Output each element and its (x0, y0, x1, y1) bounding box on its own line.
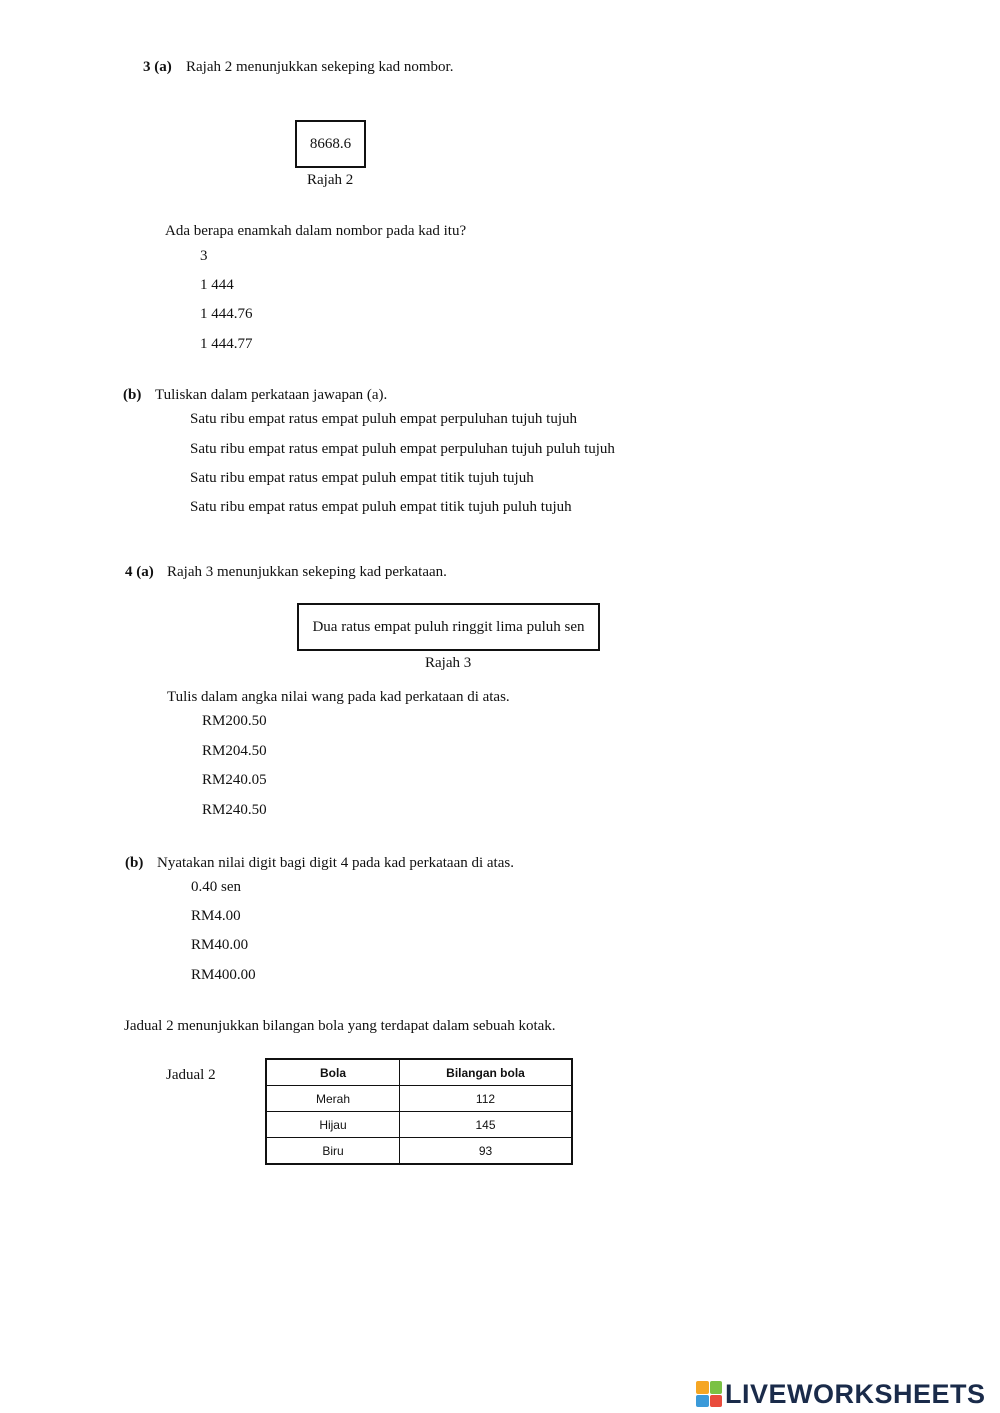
table-cell-color: Hijau (266, 1112, 400, 1138)
q4-option-4[interactable]: RM240.50 (202, 802, 267, 818)
q3-b-text: Tuliskan dalam perkataan jawapan (a). (155, 387, 388, 403)
q4-b-option-4[interactable]: RM400.00 (191, 967, 256, 983)
table-caption: Jadual 2 (166, 1067, 216, 1083)
q3-a-text: Rajah 2 menunjukkan sekeping kad nombor. (186, 59, 454, 75)
word-card (297, 603, 600, 651)
q4-a-text: Rajah 3 menunjukkan sekeping kad perkataan. (167, 564, 447, 580)
table-cell-color: Biru (266, 1138, 400, 1165)
header-bola: Bola (266, 1059, 400, 1086)
liveworksheets-logo-icon (696, 1381, 722, 1407)
table-cell-color: Merah (266, 1086, 400, 1112)
q3-a-number: 3 (a) (143, 59, 172, 75)
table-row (266, 1138, 572, 1165)
number-card-value: 8668.6 (309, 136, 352, 152)
q3-b-option-1[interactable]: Satu ribu empat ratus empat puluh empat perpuluhan tujuh tujuh (190, 411, 578, 427)
q4-option-2[interactable]: RM204.50 (202, 743, 267, 759)
q4-option-1[interactable]: RM200.50 (202, 713, 267, 729)
q3-option-1[interactable]: 3 (200, 248, 208, 264)
header-bilangan-bola: Bilangan bola (400, 1059, 573, 1086)
liveworksheets-logo (696, 1379, 986, 1409)
q4-b-option-2[interactable]: RM4.00 (191, 908, 241, 924)
table-intro: Jadual 2 menunjukkan bilangan bola yang terdapat dalam sebuah kotak. (124, 1018, 556, 1034)
q3-b-option-4[interactable]: Satu ribu empat ratus empat puluh empat titik tujuh puluh tujuh (190, 499, 572, 515)
rajah-3-caption: Rajah 3 (425, 655, 472, 671)
number-card (295, 120, 366, 168)
q4-option-3[interactable]: RM240.05 (202, 772, 267, 788)
table-cell-count: 145 (400, 1112, 573, 1138)
q3-option-4[interactable]: 1 444.77 (200, 336, 253, 352)
table-cell-count: 93 (400, 1138, 573, 1165)
q3-b-option-2[interactable]: Satu ribu empat ratus empat puluh empat perpuluhan tujuh puluh tujuh (190, 441, 615, 457)
q4-a-number: 4 (a) (125, 564, 154, 580)
table-row (266, 1112, 572, 1138)
q3-b-number: (b) (123, 387, 142, 403)
q4-b-number: (b) (125, 855, 144, 871)
ball-count-table (265, 1058, 573, 1165)
table-header-row (266, 1059, 572, 1086)
table-row (266, 1086, 572, 1112)
q3-question: Ada berapa enamkah dalam nombor pada kad itu? (165, 223, 467, 239)
table-cell-count: 112 (400, 1086, 573, 1112)
q3-b-option-3[interactable]: Satu ribu empat ratus empat puluh empat titik tujuh tujuh (190, 470, 534, 486)
q4-b-option-3[interactable]: RM40.00 (191, 937, 249, 953)
q4-b-option-1[interactable]: 0.40 sen (191, 879, 241, 895)
q3-option-3[interactable]: 1 444.76 (200, 306, 253, 322)
q3-option-2[interactable]: 1 444 (200, 277, 234, 293)
word-card-text: Dua ratus empat puluh ringgit lima puluh sen (312, 619, 585, 635)
q4-question: Tulis dalam angka nilai wang pada kad perkataan di atas. (167, 689, 510, 705)
q4-b-text: Nyatakan nilai digit bagi digit 4 pada kad perkataan di atas. (157, 855, 514, 871)
rajah-2-caption: Rajah 2 (307, 172, 354, 188)
logo-text: LIVEWORKSHEETS (725, 1378, 986, 1409)
